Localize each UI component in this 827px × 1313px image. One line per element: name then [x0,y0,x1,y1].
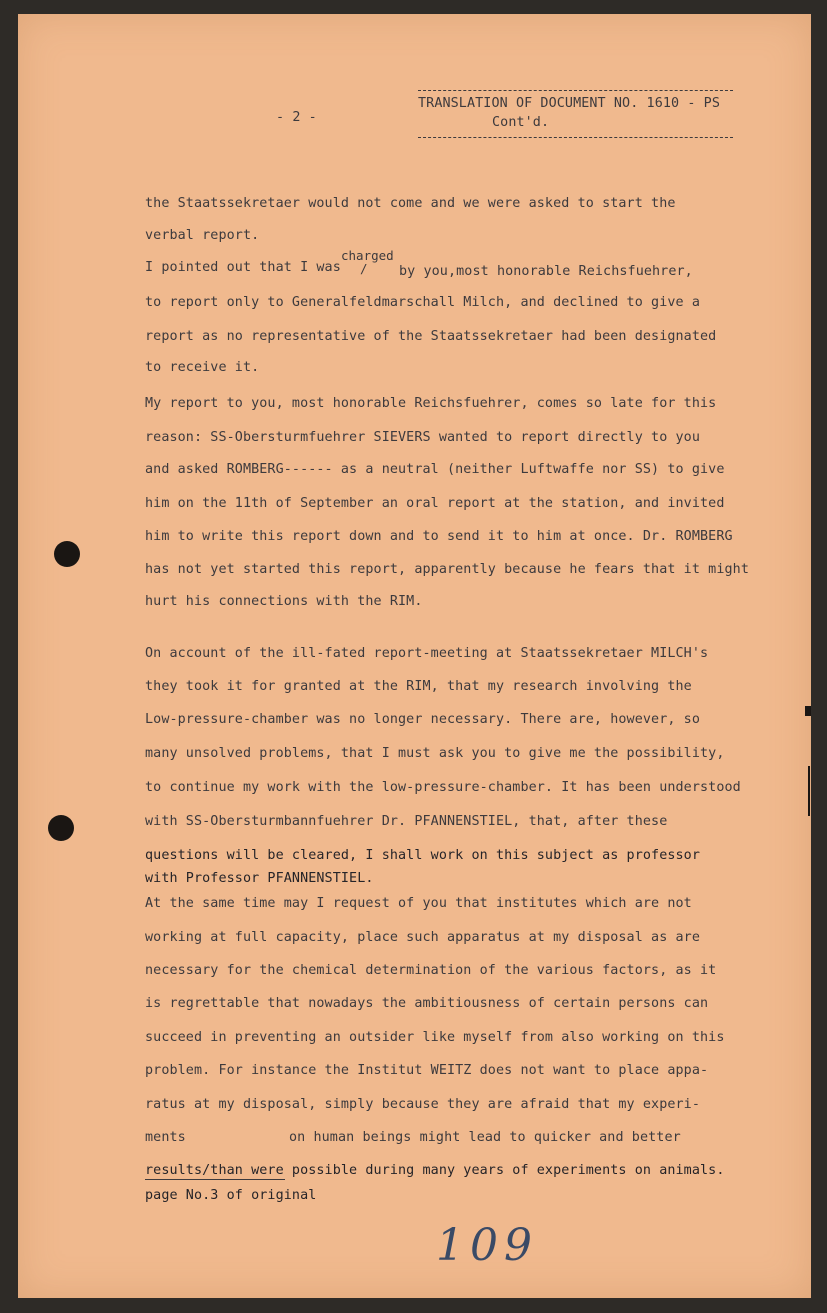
document-page [18,14,811,1298]
body-line-23: working at full capacity, place such apparatus at my disposal as are [145,930,701,945]
body-line-22: At the same time may I request of you that institutes which are not [145,896,692,911]
punch-hole-top [54,541,80,567]
punch-hole-bottom [48,815,74,841]
inserted-word-charged: charged [341,248,394,263]
body-line-15: they took it for granted at the RIM, that my research involving the [145,679,692,694]
body-line-14: On account of the ill-fated report-meeting at Staatssekretaer MILCH's [145,646,709,661]
body-line-28: ratus at my disposal, simply because they are afraid that my experi- [145,1097,701,1112]
body-line-10: him on the 11th of September an oral report at the station, and invited [145,496,725,511]
contd-label: Cont'd. [492,115,550,130]
body-line-13: hurt his connections with the RIM. [145,594,423,609]
translation-title: TRANSLATION OF DOCUMENT NO. 1610 - PS [418,96,720,111]
body-line-4: to report only to Generalfeldmarschall Milch, and declined to give a [145,295,701,310]
insertion-caret: / [360,261,368,276]
body-line-16: Low-pressure-chamber was no longer necessary. There are, however, so [145,712,701,727]
body-line-6: to receive it. [145,360,260,375]
body-line-21: with Professor PFANNENSTIEL. [145,871,374,886]
body-line-5: report as no representative of the Staatssekretaer had been designated [145,329,717,344]
body-line-3a: I pointed out that I was [145,260,341,275]
page-note: page No.3 of original [145,1188,317,1203]
body-line-17: many unsolved problems, that I must ask you to give me the possibility, [145,746,725,761]
body-line-30: results/than were possible during many years of experiments on animals. [145,1163,725,1178]
body-line-12: has not yet started this report, apparently because he fears that it might [145,562,749,577]
body-line-11: him to write this report down and to send it to him at once. Dr. ROMBERG [145,529,733,544]
header-rule-bottom [418,137,733,138]
body-line-9: and asked ROMBERG------ as a neutral (neither Luftwaffe nor SS) to give [145,462,725,477]
body-line-8: reason: SS-Obersturmfuehrer SIEVERS wanted to report directly to you [145,430,701,445]
body-line-25: is regrettable that nowadays the ambitiousness of certain persons can [145,996,709,1011]
body-line-3b: by you,most honorable Reichsfuehrer, [399,264,693,279]
page-number: - 2 - [276,110,317,125]
body-line-20: questions will be cleared, I shall work on this subject as professor [145,848,701,863]
body-line-29b: on human beings might lead to quicker and better [289,1130,681,1145]
body-line-1: the Staatssekretaer would not come and we were asked to start the [145,196,676,211]
edge-tab-mark [805,706,811,716]
underline-mark [145,1179,285,1180]
edge-line-mark [808,766,810,816]
handwritten-page-number: 109 [436,1220,538,1271]
body-line-7: My report to you, most honorable Reichsfuehrer, comes so late for this [145,396,717,411]
body-line-27: problem. For instance the Institut WEITZ does not want to place appa- [145,1063,709,1078]
body-line-18: to continue my work with the low-pressure-chamber. It has been understood [145,780,741,795]
body-line-19: with SS-Obersturmbannfuehrer Dr. PFANNENSTIEL, that, after these [145,814,668,829]
body-line-29a: ments [145,1130,186,1145]
header-rule-top [418,90,733,91]
body-line-2: verbal report. [145,228,260,243]
body-line-24: necessary for the chemical determination of the various factors, as it [145,963,717,978]
body-line-26: succeed in preventing an outsider like myself from also working on this [145,1030,725,1045]
